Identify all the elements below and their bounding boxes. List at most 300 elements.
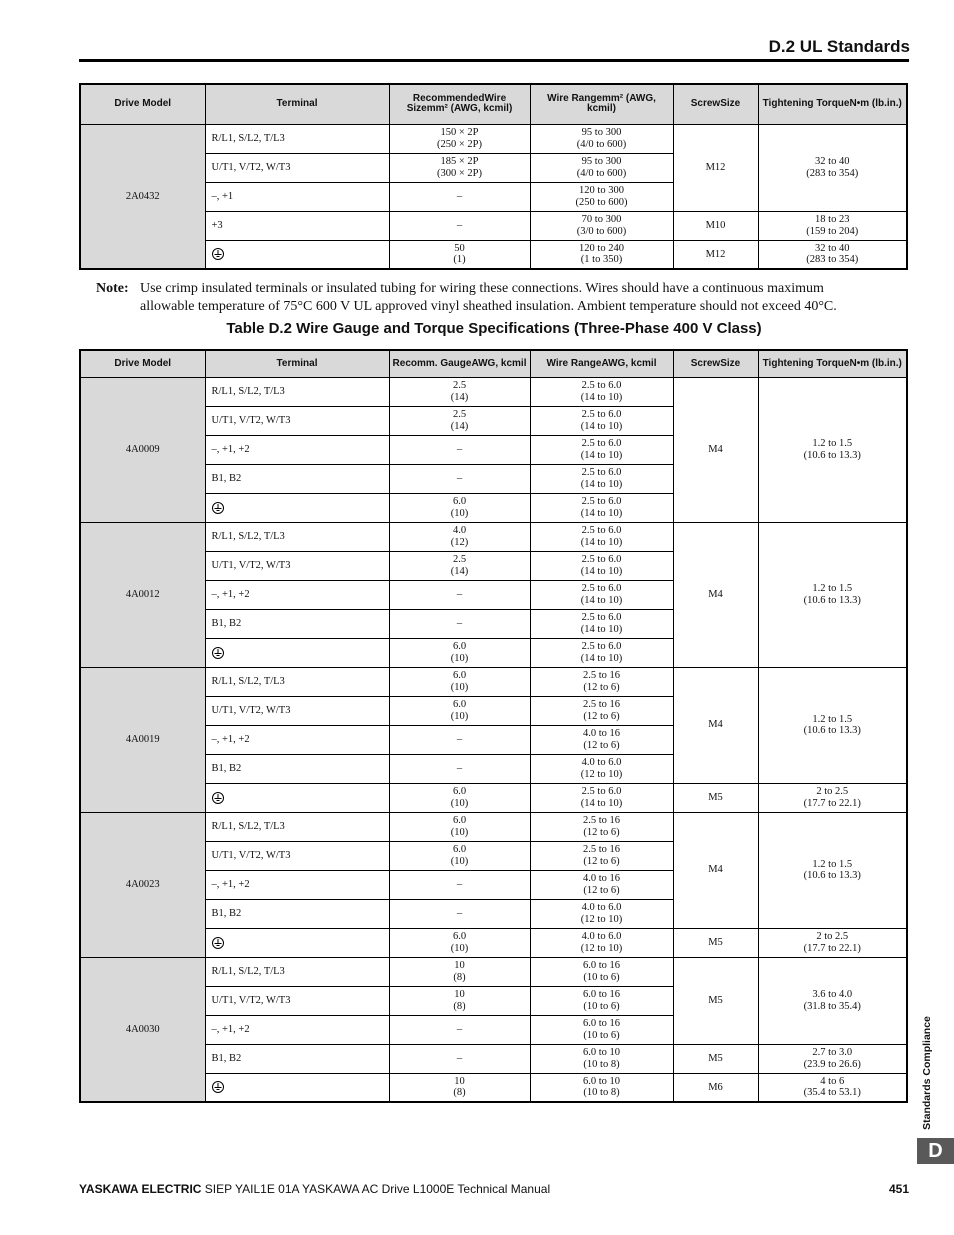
terminal-cell: U/T1, V/T2, W/T3 (205, 696, 389, 725)
cell-line: (8) (453, 1000, 466, 1012)
wire-range-cell (530, 696, 673, 725)
cell-line: (14 to 10) (580, 652, 623, 664)
cell-line: 1.2 to 1.5 (812, 583, 853, 594)
cell-line: (10) (450, 942, 469, 954)
terminal-cell: B1, B2 (205, 609, 389, 638)
cell-line: 2.5 to 16 (582, 844, 621, 855)
cell-line: 2.5 to 6.0 (581, 641, 622, 652)
terminal-cell: U/T1, V/T2, W/T3 (205, 153, 389, 182)
wire-range-cell (530, 406, 673, 435)
screw-size-cell: M12 (673, 240, 758, 269)
cell-line: 2.5 to 6.0 (581, 438, 622, 449)
cell-line: (14 to 10) (580, 507, 623, 519)
cell-line: 6.0 (452, 670, 467, 681)
wire-range-cell (530, 580, 673, 609)
cell-line: (10.6 to 13.3) (803, 870, 861, 881)
cell-line: 1.2 to 1.5 (812, 858, 853, 870)
table-row (80, 522, 907, 551)
table-row (80, 928, 907, 957)
wire-range-cell (530, 870, 673, 899)
cell-line: (283 to 354) (806, 167, 859, 179)
wire-range-cell (530, 1015, 673, 1044)
cell-line: (14) (450, 420, 469, 432)
chapter-tab[interactable]: D (917, 1138, 954, 1164)
cell-line: 4.0 to 6.0 (581, 757, 622, 768)
column-header (389, 84, 530, 124)
column-header (80, 84, 205, 124)
cell-line: (14) (450, 565, 469, 577)
cell-line: 2.5 to 6.0 (581, 583, 622, 594)
cell-line: N•m (lb.in.) (849, 98, 902, 109)
side-section-label-text: Standards Compliance (921, 1016, 933, 1130)
ground-terminal-icon (212, 502, 224, 514)
cell-line: (17.7 to 22.1) (803, 797, 861, 809)
tightening-torque-cell (758, 522, 907, 667)
wire-size-table-200v (79, 83, 908, 270)
table-row (80, 377, 907, 406)
cell-line: 95 to 300 (581, 156, 622, 167)
table-row (80, 957, 907, 986)
cell-line: Terminal (276, 98, 318, 109)
cell-line: (10 to 8) (583, 1087, 620, 1099)
tightening-torque-cell (758, 1073, 907, 1102)
recommended-size-cell (389, 182, 530, 211)
terminal-cell: –, +1 (205, 182, 389, 211)
wire-range-cell (530, 841, 673, 870)
cell-line: 150 × 2P (440, 127, 479, 138)
terminal-cell: B1, B2 (205, 754, 389, 783)
cell-line: – (456, 1052, 463, 1064)
cell-line: 2.5 to 6.0 (581, 525, 622, 536)
cell-line: 2.5 to 16 (582, 699, 621, 710)
wire-range-cell (530, 754, 673, 783)
recommended-size-cell (389, 754, 530, 783)
cell-line: (10 to 6) (583, 971, 620, 983)
table-row (80, 783, 907, 812)
cell-line: – (456, 1023, 463, 1035)
cell-line: 4.0 to 16 (582, 873, 621, 884)
cell-line: – (456, 588, 463, 600)
cell-line: 120 to 300 (579, 185, 624, 196)
cell-line: 50 (454, 242, 465, 254)
cell-line: 10 (454, 960, 465, 971)
cell-line: Wire Size (406, 92, 507, 115)
cell-line: AWG, kcmil (471, 357, 527, 369)
cell-line: (31.8 to 35.4) (803, 1000, 861, 1012)
screw-size-cell: M6 (673, 1073, 758, 1102)
cell-line: (250 to 600) (575, 196, 628, 208)
terminal-cell: +3 (205, 211, 389, 240)
cell-line: Screw (690, 357, 721, 369)
cell-line: (4/0 to 600) (576, 167, 627, 179)
cell-line: 6.0 to 10 (582, 1075, 621, 1087)
cell-line: AWG, kcmil (601, 357, 657, 369)
wire-range-cell (530, 182, 673, 211)
wire-range-cell (530, 464, 673, 493)
screw-size-cell: M4 (673, 667, 758, 783)
recommended-size-cell (389, 667, 530, 696)
wire-range-cell (530, 638, 673, 667)
cell-line: Screw (690, 98, 721, 109)
cell-line: 2.5 to 16 (582, 670, 621, 681)
cell-line: 2 to 2.5 (816, 931, 849, 942)
screw-size-cell: M5 (673, 1044, 758, 1073)
cell-line: (12 to 10) (580, 942, 623, 954)
tightening-torque-cell (758, 957, 907, 1044)
wire-range-cell (530, 609, 673, 638)
cell-line: (14 to 10) (580, 565, 623, 577)
column-header (758, 84, 907, 124)
side-section-label (915, 1008, 939, 1138)
wire-range-cell (530, 812, 673, 841)
recommended-size-cell (389, 725, 530, 754)
cell-line: (14 to 10) (580, 420, 623, 432)
cell-line: 6.0 (452, 931, 467, 942)
cell-line: (12) (450, 536, 469, 548)
recommended-size-cell (389, 124, 530, 153)
header-rule (79, 59, 909, 62)
cell-line: – (456, 617, 463, 629)
recommended-size-cell (389, 812, 530, 841)
cell-line: (35.4 to 53.1) (803, 1087, 861, 1099)
wire-range-cell (530, 493, 673, 522)
cell-line: (10) (450, 797, 469, 809)
cell-line: 32 to 40 (815, 242, 850, 254)
recommended-size-cell (389, 240, 530, 269)
cell-line: (10) (450, 855, 469, 867)
cell-line: (10) (450, 826, 469, 838)
terminal-cell: R/L1, S/L2, T/L3 (205, 377, 389, 406)
recommended-size-cell (389, 435, 530, 464)
cell-line: Recommended (412, 92, 485, 104)
recommended-size-cell (389, 551, 530, 580)
recommended-size-cell (389, 783, 530, 812)
table-row (80, 211, 907, 240)
cell-line: 2.5 to 6.0 (581, 554, 622, 565)
terminal-cell (205, 928, 389, 957)
cell-line: 2.7 to 3.0 (812, 1047, 853, 1058)
cell-line: Drive Model (114, 98, 172, 109)
cell-line: (14) (450, 391, 469, 403)
cell-line: 2.5 to 6.0 (581, 612, 622, 623)
cell-line: 4.0 to 16 (582, 728, 621, 739)
recommended-size-cell (389, 899, 530, 928)
wire-range-cell (530, 551, 673, 580)
cell-line: mm² (AWG, kcmil) (587, 92, 656, 115)
cell-line: – (456, 907, 463, 919)
tightening-torque-cell (758, 124, 907, 211)
terminal-cell: B1, B2 (205, 464, 389, 493)
cell-line: (10) (450, 507, 469, 519)
note-label: Note: (96, 281, 129, 296)
cell-line: 6.0 (452, 844, 467, 855)
cell-line: 32 to 40 (815, 156, 850, 167)
column-header (205, 84, 389, 124)
ground-terminal-icon (212, 792, 224, 804)
drive-model-cell: 4A0019 (80, 667, 205, 812)
terminal-cell (205, 783, 389, 812)
cell-line: 2.5 to 6.0 (581, 786, 622, 797)
cell-line: (3/0 to 600) (576, 225, 627, 237)
cell-line: 185 × 2P (440, 156, 479, 167)
terminal-cell: –, +1, +2 (205, 580, 389, 609)
wire-range-cell (530, 957, 673, 986)
footer-brand: YASKAWA ELECTRIC (79, 1182, 202, 1196)
ground-terminal-icon (212, 647, 224, 659)
cell-line: – (456, 219, 463, 231)
cell-line: (10.6 to 13.3) (803, 594, 861, 606)
recommended-size-cell (389, 211, 530, 240)
terminal-cell: R/L1, S/L2, T/L3 (205, 667, 389, 696)
table-row (80, 240, 907, 269)
wire-range-cell (530, 1073, 673, 1102)
table-row (80, 812, 907, 841)
cell-line: – (456, 472, 463, 484)
cell-line: 10 (454, 1075, 465, 1087)
screw-size-cell: M4 (673, 377, 758, 522)
cell-line: 2.5 (452, 380, 467, 391)
recommended-size-cell (389, 638, 530, 667)
wire-range-cell (530, 240, 673, 269)
table-row (80, 1044, 907, 1073)
wiring-note (96, 280, 856, 315)
cell-line: 6.0 to 16 (582, 1018, 621, 1029)
terminal-cell: R/L1, S/L2, T/L3 (205, 522, 389, 551)
cell-line: 1.2 to 1.5 (812, 438, 853, 449)
cell-line: 18 to 23 (815, 214, 850, 225)
cell-line: Tightening Torque (762, 357, 850, 369)
cell-line: mm² (AWG, kcmil) (426, 103, 513, 115)
column-header (80, 350, 205, 377)
cell-line: 4.0 to 6.0 (581, 902, 622, 913)
terminal-cell: R/L1, S/L2, T/L3 (205, 124, 389, 153)
cell-line: Wire Range (547, 92, 603, 104)
recommended-size-cell (389, 377, 530, 406)
recommended-size-cell (389, 957, 530, 986)
note-text: Use crimp insulated terminals or insulated tubing for wiring these connections. Wires should have a continuous maximum allowable temperature of 75°C 600 V UL approved vinyl sheathed insulation. Ambient temperature should not exceed 40°C. (140, 281, 837, 314)
screw-size-cell: M5 (673, 928, 758, 957)
screw-size-cell: M4 (673, 522, 758, 667)
cell-line: Size (720, 98, 741, 109)
cell-line: (4/0 to 600) (576, 138, 627, 150)
column-header (673, 84, 758, 124)
recommended-size-cell (389, 1044, 530, 1073)
recommended-size-cell (389, 1015, 530, 1044)
cell-line: 95 to 300 (581, 127, 622, 138)
cell-line: (12 to 10) (580, 913, 623, 925)
table-row (80, 124, 907, 153)
cell-line: (23.9 to 26.6) (803, 1058, 861, 1070)
cell-line: Wire Range (546, 357, 602, 369)
cell-line: Recomm. Gauge (392, 357, 472, 369)
wire-range-cell (530, 899, 673, 928)
wire-range-cell (530, 1044, 673, 1073)
screw-size-cell: M12 (673, 124, 758, 211)
table-d2-title: Table D.2 Wire Gauge and Torque Specifications (Three-Phase 400 V Class) (226, 320, 762, 337)
column-header (530, 84, 673, 124)
wire-range-cell (530, 783, 673, 812)
cell-line: (14 to 10) (580, 449, 623, 461)
recommended-size-cell (389, 1073, 530, 1102)
drive-model-cell: 4A0012 (80, 522, 205, 667)
screw-size-cell: M5 (673, 957, 758, 1044)
cell-line: (12 to 6) (583, 739, 620, 751)
cell-line: (12 to 6) (583, 826, 620, 838)
cell-line: (12 to 6) (583, 884, 620, 896)
cell-line: (10) (450, 681, 469, 693)
cell-line: 6.0 (452, 699, 467, 710)
cell-line: – (456, 878, 463, 890)
terminal-cell: –, +1, +2 (205, 435, 389, 464)
ground-terminal-icon (212, 937, 224, 949)
cell-line: 2.5 to 6.0 (581, 409, 622, 420)
tightening-torque-cell (758, 377, 907, 522)
cell-line: (250 × 2P) (436, 138, 482, 150)
recommended-size-cell (389, 580, 530, 609)
cell-line: (8) (453, 971, 466, 983)
drive-model-cell: 4A0023 (80, 812, 205, 957)
terminal-cell: U/T1, V/T2, W/T3 (205, 406, 389, 435)
cell-line: (12 to 6) (583, 710, 620, 722)
terminal-cell: –, +1, +2 (205, 725, 389, 754)
cell-line: 6.0 (452, 786, 467, 797)
terminal-cell: B1, B2 (205, 1044, 389, 1073)
terminal-cell: R/L1, S/L2, T/L3 (205, 812, 389, 841)
cell-line: – (456, 443, 463, 455)
screw-size-cell: M5 (673, 783, 758, 812)
column-header (673, 350, 758, 377)
recommended-size-cell (389, 493, 530, 522)
terminal-cell: R/L1, S/L2, T/L3 (205, 957, 389, 986)
cell-line: 4 to 6 (820, 1075, 845, 1087)
wire-range-cell (530, 725, 673, 754)
recommended-size-cell (389, 609, 530, 638)
terminal-cell: –, +1, +2 (205, 1015, 389, 1044)
wire-range-cell (530, 211, 673, 240)
cell-line: – (456, 190, 463, 202)
column-header (758, 350, 907, 377)
cell-line: 2.5 (452, 409, 467, 420)
terminal-cell: –, +1, +2 (205, 870, 389, 899)
drive-model-cell: 4A0030 (80, 957, 205, 1102)
tightening-torque-cell (758, 1044, 907, 1073)
cell-line: (14 to 10) (580, 391, 623, 403)
footer-doc-title: SIEP YAIL1E 01A YASKAWA AC Drive L1000E Technical Manual (201, 1182, 551, 1196)
cell-line: (159 to 204) (806, 225, 859, 237)
cell-line: 10 (454, 989, 465, 1000)
wire-range-cell (530, 522, 673, 551)
cell-line: (14 to 10) (580, 797, 623, 809)
drive-model-cell: 2A0432 (80, 124, 205, 269)
tightening-torque-cell (758, 783, 907, 812)
tightening-torque-cell (758, 667, 907, 783)
recommended-size-cell (389, 153, 530, 182)
cell-line: – (456, 733, 463, 745)
recommended-size-cell (389, 464, 530, 493)
terminal-cell: B1, B2 (205, 899, 389, 928)
drive-model-cell: 4A0009 (80, 377, 205, 522)
cell-line: (12 to 10) (580, 768, 623, 780)
cell-line: 3.6 to 4.0 (812, 989, 853, 1000)
cell-line: Drive Model (114, 357, 172, 369)
terminal-cell (205, 240, 389, 269)
wire-range-cell (530, 928, 673, 957)
cell-line: 6.0 to 10 (582, 1047, 621, 1058)
cell-line: – (456, 762, 463, 774)
cell-line: Size (720, 357, 741, 369)
cell-line: Tightening Torque (762, 98, 850, 109)
section-title: D.2 UL Standards (768, 37, 910, 56)
ground-terminal-icon (212, 248, 224, 260)
tightening-torque-cell (758, 211, 907, 240)
cell-line: (12 to 6) (583, 855, 620, 867)
terminal-cell (205, 638, 389, 667)
cell-line: (10.6 to 13.3) (803, 725, 861, 736)
cell-line: (300 × 2P) (436, 167, 482, 179)
recommended-size-cell (389, 870, 530, 899)
cell-line: (10) (450, 710, 469, 722)
cell-line: 6.0 to 16 (582, 960, 621, 971)
wire-range-cell (530, 435, 673, 464)
recommended-size-cell (389, 986, 530, 1015)
cell-line: 2 to 2.5 (816, 786, 849, 797)
recommended-size-cell (389, 928, 530, 957)
cell-line: 6.0 (452, 641, 467, 652)
cell-line: 4.0 (452, 525, 467, 536)
cell-line: (283 to 354) (806, 254, 859, 266)
table-row (80, 1073, 907, 1102)
cell-line: (1) (453, 254, 466, 266)
wire-range-cell (530, 377, 673, 406)
column-header (530, 350, 673, 377)
wire-range-cell (530, 667, 673, 696)
wire-gauge-table-400v (79, 349, 908, 1103)
cell-line: 1.2 to 1.5 (812, 713, 853, 725)
tightening-torque-cell (758, 928, 907, 957)
recommended-size-cell (389, 406, 530, 435)
terminal-cell: U/T1, V/T2, W/T3 (205, 841, 389, 870)
cell-line: 2.5 (452, 554, 467, 565)
cell-line: (1 to 350) (580, 254, 623, 266)
cell-line: (10 to 6) (583, 1029, 620, 1041)
terminal-cell (205, 493, 389, 522)
cell-line: (14 to 10) (580, 536, 623, 548)
cell-line: 70 to 300 (581, 214, 622, 225)
cell-line: 2.5 to 6.0 (581, 380, 622, 391)
cell-line: N•m (lb.in.) (849, 357, 902, 369)
cell-line: (14 to 10) (580, 478, 623, 490)
column-header (205, 350, 389, 377)
cell-line: 6.0 (452, 496, 467, 507)
column-header (389, 350, 530, 377)
cell-line: 6.0 (452, 815, 467, 826)
cell-line: 120 to 240 (579, 242, 624, 254)
cell-line: 2.5 to 6.0 (581, 467, 622, 478)
cell-line: Terminal (276, 357, 318, 369)
terminal-cell: U/T1, V/T2, W/T3 (205, 551, 389, 580)
cell-line: (10) (450, 652, 469, 664)
wire-range-cell (530, 124, 673, 153)
recommended-size-cell (389, 696, 530, 725)
cell-line: (10 to 6) (583, 1000, 620, 1012)
cell-line: (8) (453, 1087, 466, 1099)
cell-line: (10.6 to 13.3) (803, 449, 861, 461)
recommended-size-cell (389, 841, 530, 870)
cell-line: 2.5 to 16 (582, 815, 621, 826)
cell-line: 4.0 to 6.0 (581, 931, 622, 942)
cell-line: (12 to 6) (583, 681, 620, 693)
cell-line: 6.0 to 16 (582, 989, 621, 1000)
